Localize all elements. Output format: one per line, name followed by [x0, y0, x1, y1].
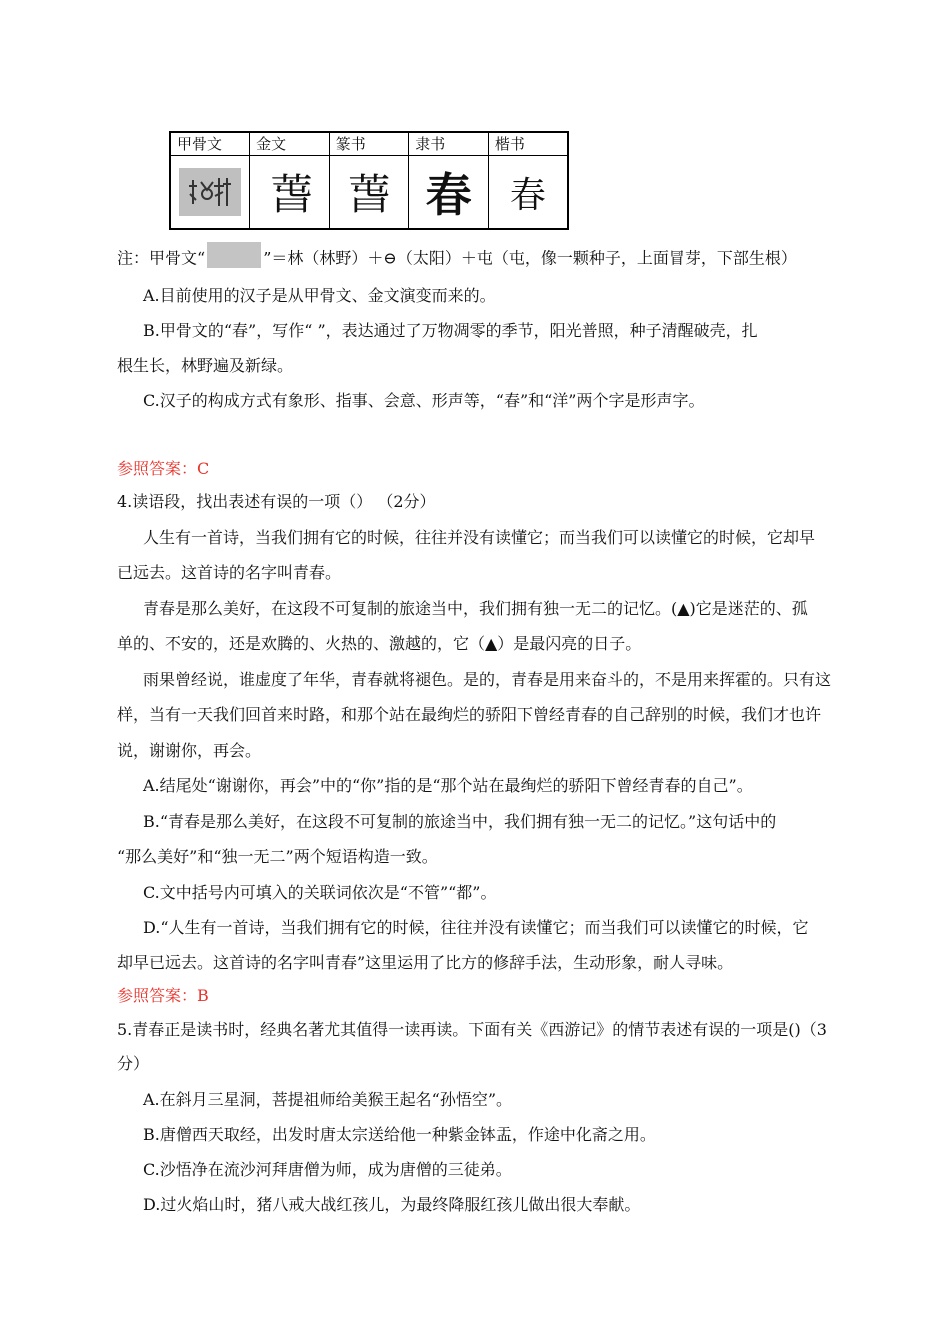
q3-answer: 参照答案：C — [117, 459, 210, 478]
bronze-glyph: 萅 — [270, 170, 309, 219]
q5-option-c: C.沙悟净在流沙河拜唐僧为师，成为唐僧的三徒弟。 — [143, 1160, 512, 1179]
sun-glyph: ⊖ — [383, 248, 397, 268]
q5-stem: 5.青春正是读书时，经典名著尤其值得一读再读。下面有关《西游记》的情节表述有误的一项是()（3 — [117, 1020, 827, 1039]
header-bronze: 金文 — [250, 132, 330, 156]
q4-passage-p3-cont: 样，当有一天我们回首来时路，和那个站在最绚烂的骄阳下曾经青春的自己辞别的时候，我们才也许 — [117, 705, 822, 724]
oracle-bone-chun-image — [179, 168, 241, 216]
header-oracle: 甲骨文 — [170, 132, 250, 156]
q4-passage-p3-end: 说，谢谢你，再会。 — [117, 741, 262, 760]
q4-option-b: B.“青春是那么美好，在这段不可复制的旅途当中，我们拥有独一无二的记忆。”这句话中的 — [143, 812, 777, 831]
header-clerical: 隶书 — [409, 132, 489, 156]
script-evolution-table — [169, 131, 569, 230]
q3-option-c: C.汉子的构成方式有象形、指事、会意、形声等，“春”和“洋”两个字是形声字。 — [143, 391, 705, 410]
q4-option-d: D.“人生有一首诗，当我们拥有它的时候，往往并没有读懂它；而当我们可以读懂它的时候，它 — [143, 918, 809, 937]
seal-glyph: 萅 — [347, 170, 390, 219]
q4-option-d-cont: 却早已远去。这首诗的名字叫青春”这里运用了比方的修辞手法，生动形象，耐人寻味。 — [117, 953, 734, 972]
table-note: 注：甲骨文“ ”＝林（林野）＋⊖（太阳）＋屯（屯，像一颗种子，上面冒芽，下部生根） — [117, 246, 842, 272]
table-header-row — [170, 132, 568, 156]
q3-option-b-cont: 根生长，林野遍及新绿。 — [117, 356, 294, 375]
oracle-glyph-icon — [187, 174, 233, 210]
table-glyph-row — [170, 156, 568, 230]
q4-option-a: A.结尾处“谢谢你，再会”中的“你”指的是“那个站在最绚烂的骄阳下曾经青春的自己”。 — [143, 776, 753, 795]
q3-option-a: A.目前使用的汉子是从甲骨文、金文演变而来的。 — [143, 286, 496, 305]
q5-option-a: A.在斜月三星洞，菩提祖师给美猴王起名“孙悟空”。 — [143, 1090, 513, 1109]
regular-glyph: 春 — [509, 174, 546, 216]
q4-stem: 4.读语段，找出表述有误的一项（） （2分） — [117, 492, 436, 511]
q4-option-b-cont: “那么美好”和“独一无二”两个短语构造一致。 — [117, 847, 438, 866]
q5-option-d: D.过火焰山时，猪八戒大战红孩儿，为最终降服红孩儿做出很大奉献。 — [143, 1195, 641, 1214]
q4-passage-p2-cont: 单的、不安的，还是欢腾的、火热的、激越的，它（▲）是最闪亮的日子。 — [117, 634, 642, 653]
q4-passage-p1-cont: 已远去。这首诗的名字叫青春。 — [117, 563, 342, 582]
q5-stem-cont: 分） — [117, 1054, 150, 1073]
clerical-glyph: 春 — [425, 168, 472, 222]
sprout-glyph: 屯 — [476, 248, 493, 268]
q4-passage-p1: 人生有一首诗，当我们拥有它的时候，往往并没有读懂它；而当我们可以读懂它的时候，它却早 — [143, 528, 816, 547]
q4-option-c: C.文中括号内可填入的关联词依次是“不管”“都”。 — [143, 883, 497, 902]
q5-option-b: B.唐僧西天取经，出发时唐太宗送给他一种紫金钵盂，作途中化斋之用。 — [143, 1125, 656, 1144]
q4-answer: 参照答案：B — [117, 986, 209, 1005]
q3-option-b: B.甲骨文的“春”，写作“ ”，表达通过了万物凋零的季节，阳光普照，种子清醒破壳，扎 — [143, 321, 758, 340]
q4-passage-p3: 雨果曾经说，谁虚度了年华，青春就将褪色。是的，青春是用来奋斗的，不是用来挥霍的。只有这 — [143, 670, 832, 689]
q4-passage-p2: 青春是那么美好，在这段不可复制的旅途当中，我们拥有独一无二的记忆。(▲)它是迷茫的、孤 — [143, 599, 808, 618]
forest-glyph: 林 — [287, 248, 304, 268]
oracle-inline-image — [207, 242, 261, 268]
header-regular: 楷书 — [488, 132, 568, 156]
header-seal: 篆书 — [329, 132, 409, 156]
